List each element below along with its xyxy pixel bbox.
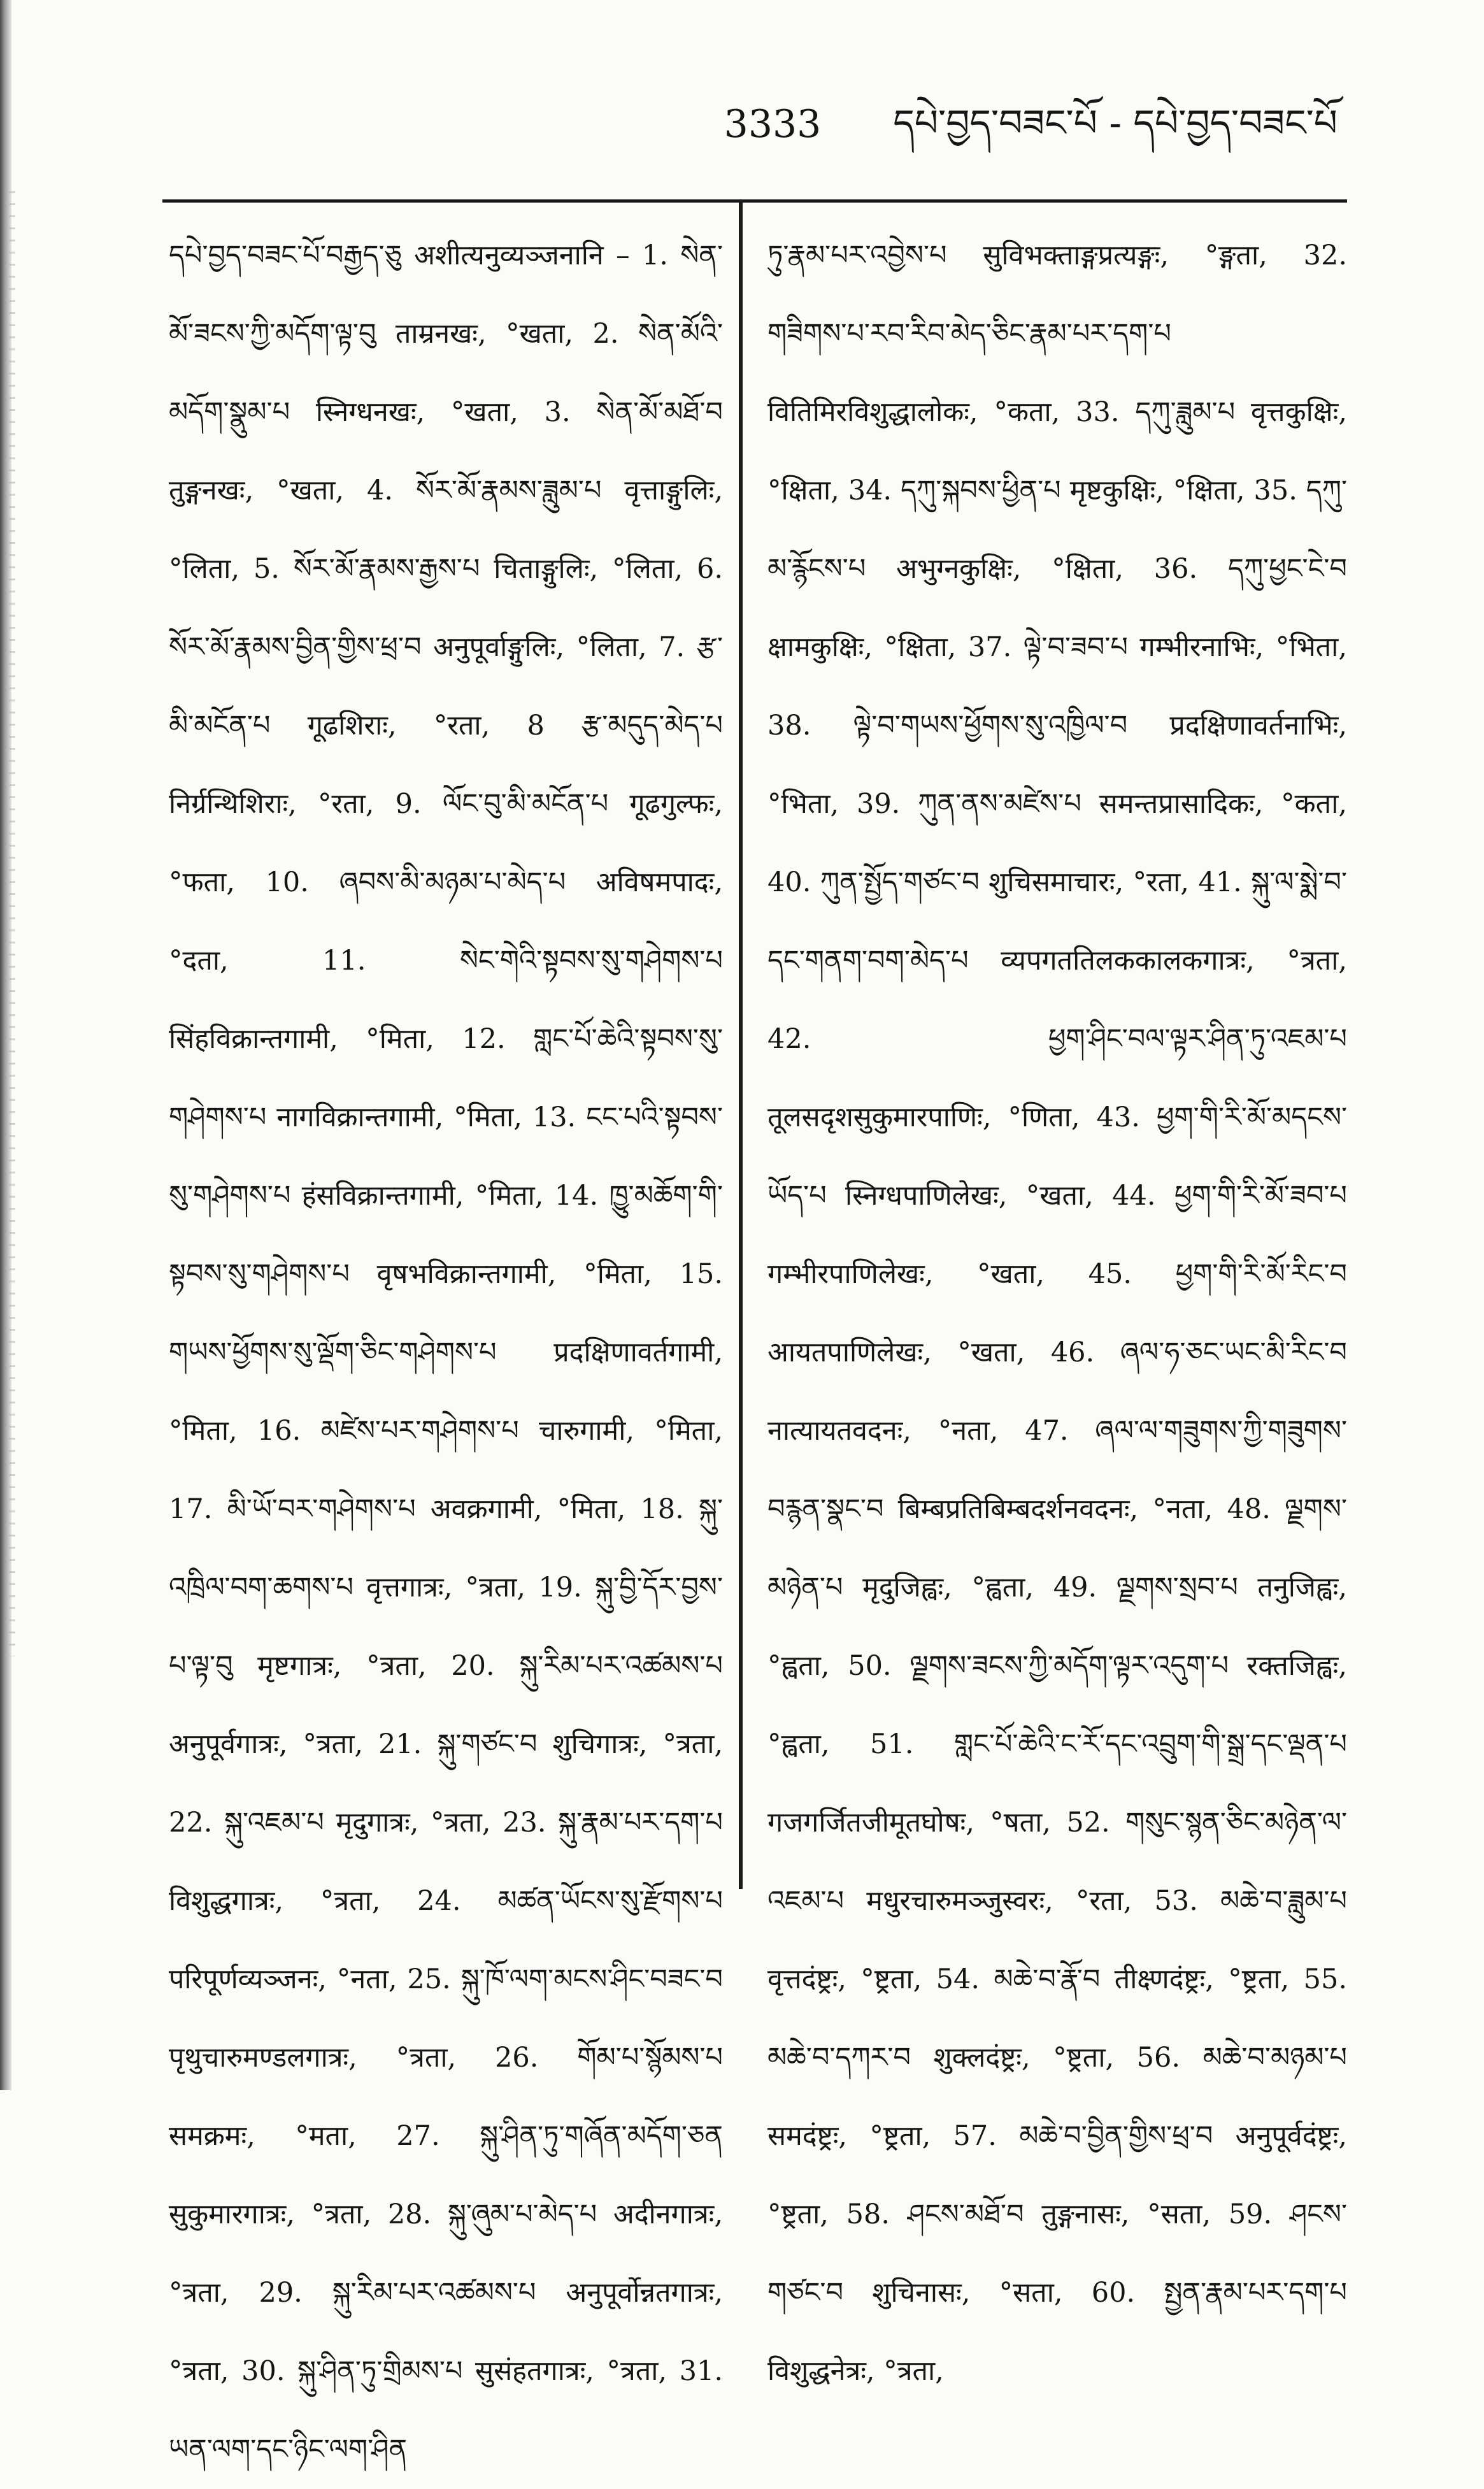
header-rule	[162, 199, 1347, 203]
left-column-text: དཔེ་བྱད་བཟང་པོ་བརྒྱད་ཅུ अशीत्यनुव्यञ्जनानि – 1. སེན་མོ་ཟངས་ཀྱི་མདོག་ལྟ་བུ ताम्रनखः, °खता, 2. སེན་མོའི་མདོག་སྣུམ་པ स्निग्धनखः, °खता, 3. སེན་མོ་མཐོ་བ तुङ्गनखः, °खता, 4. སོར་མོ་རྣམས་ཟླུམ་པ वृत्ताङ्गुलिः, °लिता, 5. སོར་མོ་རྣམས་རྒྱས་པ चिताङ्गुलिः, °लिता, 6. སོར་མོ་རྣམས་བྱིན་གྱིས་ཕྲ་བ अनुपूर्वाङ्गुलिः, °लिता, 7. རྩ་མི་མངོན་པ गूढशिराः, °रता, 8 རྩ་མདུད་མེད་པ निर्ग्रन्थिशिराः, °रता, 9. ལོང་བུ་མི་མངོན་པ गूढगुल्फः, °फता, 10. ཞབས་མི་མཉམ་པ་མེད་པ अविषमपादः, °दता, 11. སེང་གེའི་སྟབས་སུ་གཤེགས་པ सिंहविक्रान्तगामी, °मिता, 12. གླང་པོ་ཆེའི་སྟབས་སུ་གཤེགས་པ नागविक्रान्तगामी, °मिता, 13. ངང་པའི་སྟབས་སུ་གཤེགས་པ हंसविक्रान्तगामी, °मिता, 14. ཁྱུ་མཆོག་གི་སྟབས་སུ་གཤེགས་པ वृषभविक्रान्तगामी, °मिता, 15. གཡས་ཕྱོགས་སུ་ལྡོག་ཅིང་གཤེགས་པ प्रदक्षिणावर्तगामी, °मिता, 16. མཛེས་པར་གཤེགས་པ चारुगामी, °मिता, 17. མི་ཡོ་བར་གཤེགས་པ अवक्रगामी, °मिता, 18. སྐུ་འཁྲིལ་བག་ཆགས་པ वृत्तगात्रः, °त्रता, 19. སྐུ་བྱི་དོར་བྱས་པ་ལྟ་བུ मृष्टगात्रः, °त्रता, 20. སྐུ་རིམ་པར་འཚམས་པ अनुपूर्वगात्रः, °त्रता, 21. སྐུ་གཙང་བ शुचिगात्रः, °त्रता, 22. སྐུ་འཇམ་པ मृदुगात्रः, °त्रता, 23. སྐུ་རྣམ་པར་དག་པ विशुद्धगात्रः, °त्रता, 24. མཚན་ཡོངས་སུ་རྫོགས་པ परिपूर्णव्यञ्जनः, °नता, 25. སྐུ་ཁོ་ལག་མངས་ཤིང་བཟང་བ पृथुचारुमण्डलगात्रः, °त्रता, 26. གོམ་པ་སྙོམས་པ समक्रमः, °मता, 27. སྐུ་ཤིན་ཏུ་གཞོན་མདོག་ཅན सुकुमारगात्रः, °त्रता, 28. སྐུ་ཞུམ་པ་མེད་པ अदीनगात्रः, °त्रता, 29. སྐུ་རིམ་པར་འཚམས་པ अनुपूर्वोन्नतगात्रः, °त्रता, 30. སྐུ་ཤིན་ཏུ་གྲིམས་པ सुसंहतगात्रः, °त्रता, 31. ཡན་ལག་དང་ཉིང་ལག་ཤིན	[169, 240, 723, 2465]
right-column	[767, 217, 1347, 2387]
page-number: 3333	[724, 102, 822, 147]
left-column	[169, 217, 723, 2465]
spine-shadow-texture	[9, 191, 15, 1656]
column-divider	[739, 201, 743, 1889]
right-column-text: ཏུ་རྣམ་པར་འབྱེས་པ सुविभक्ताङ्गप्रत्यङ्गः, °ङ्गता, 32. གཟིགས་པ་རབ་རིབ་མེད་ཅིང་རྣམ་པར་དག་པ वितिमिरविशुद्धालोकः, °कता, 33. དཀུ་ཟླུམ་པ वृत्तकुक्षिः, °क्षिता, 34. དཀུ་སྐབས་ཕྱིན་པ मृष्टकुक्षिः, °क्षिता, 35. དཀུ་མ་རྙོངས་པ अभुग्नकुक्षिः, °क्षिता, 36. དཀུ་ཕྱང་ངེ་བ क्षामकुक्षिः, °क्षिता, 37. ལྟེ་བ་ཟབ་པ गम्भीरनाभिः, °भिता, 38. ལྟེ་བ་གཡས་ཕྱོགས་སུ་འཁྱིལ་བ प्रदक्षिणावर्तनाभिः, °भिता, 39. ཀུན་ནས་མཛེས་པ समन्तप्रासादिकः, °कता, 40. ཀུན་སྤྱོད་གཙང་བ शुचिसमाचारः, °रता, 41. སྐུ་ལ་སྨེ་བ་དང་གནག་བག་མེད་པ व्यपगततिलककालकगात्रः, °त्रता, 42. ཕྱག་ཤིང་བལ་ལྟར་ཤིན་ཏུ་འཇམ་པ तूलसदृशसुकुमारपाणिः, °णिता, 43. ཕྱག་གི་རི་མོ་མདངས་ཡོད་པ स्निग्धपाणिलेखः, °खता, 44. ཕྱག་གི་རི་མོ་ཟབ་པ गम्भीरपाणिलेखः, °खता, 45. ཕྱག་གི་རི་མོ་རིང་བ आयतपाणिलेखः, °खता, 46. ཞལ་ཧ་ཅང་ཡང་མི་རིང་བ नात्यायतवदनः, °नता, 47. ཞལ་ལ་གཟུགས་ཀྱི་གཟུགས་བརྙན་སྣང་བ बिम्बप्रतिबिम्बदर्शनवदनः, °नता, 48. ལྗགས་མཉེན་པ मृदुजिह्वः, °ह्वता, 49. ལྗགས་སྲབ་པ तनुजिह्वः, °ह्वता, 50. ལྗགས་ཟངས་ཀྱི་མདོག་ལྟར་འདུག་པ रक्तजिह्वः, °ह्वता, 51. གླང་པོ་ཆེའི་ང་རོ་དང་འབྲུག་གི་སྒྲ་དང་ལྡན་པ गजगर्जितजीमूतघोषः, °षता, 52. གསུང་སྙན་ཅིང་མཉེན་ལ་འཇམ་པ मधुरचारुमञ्जुस्वरः, °रता, 53. མཆེ་བ་ཟླུམ་པ वृत्तदंष्ट्रः, °ष्ट्रता, 54. མཆེ་བ་རྣོ་བ तीक्ष्णदंष्ट्रः, °ष्ट्रता, 55. མཆེ་བ་དཀར་བ शुक्लदंष्ट्रः, °ष्ट्रता, 56. མཆེ་བ་མཉམ་པ समदंष्ट्रः, °ष्ट्रता, 57. མཆེ་བ་བྱིན་གྱིས་ཕྲ་བ अनुपूर्वदंष्ट्रः, °ष्ट्रता, 58. ཤངས་མཐོ་བ तुङ्गनासः, °सता, 59. ཤངས་གཙང་བ शुचिनासः, °सता, 60. སྤྱན་རྣམ་པར་དག་པ विशुद्धनेत्रः, °त्रता,	[767, 240, 1347, 2387]
running-head: དཔེ་བྱད་བཟང་པོ - དཔེ་བྱད་བཟང་པོ	[893, 101, 1338, 145]
